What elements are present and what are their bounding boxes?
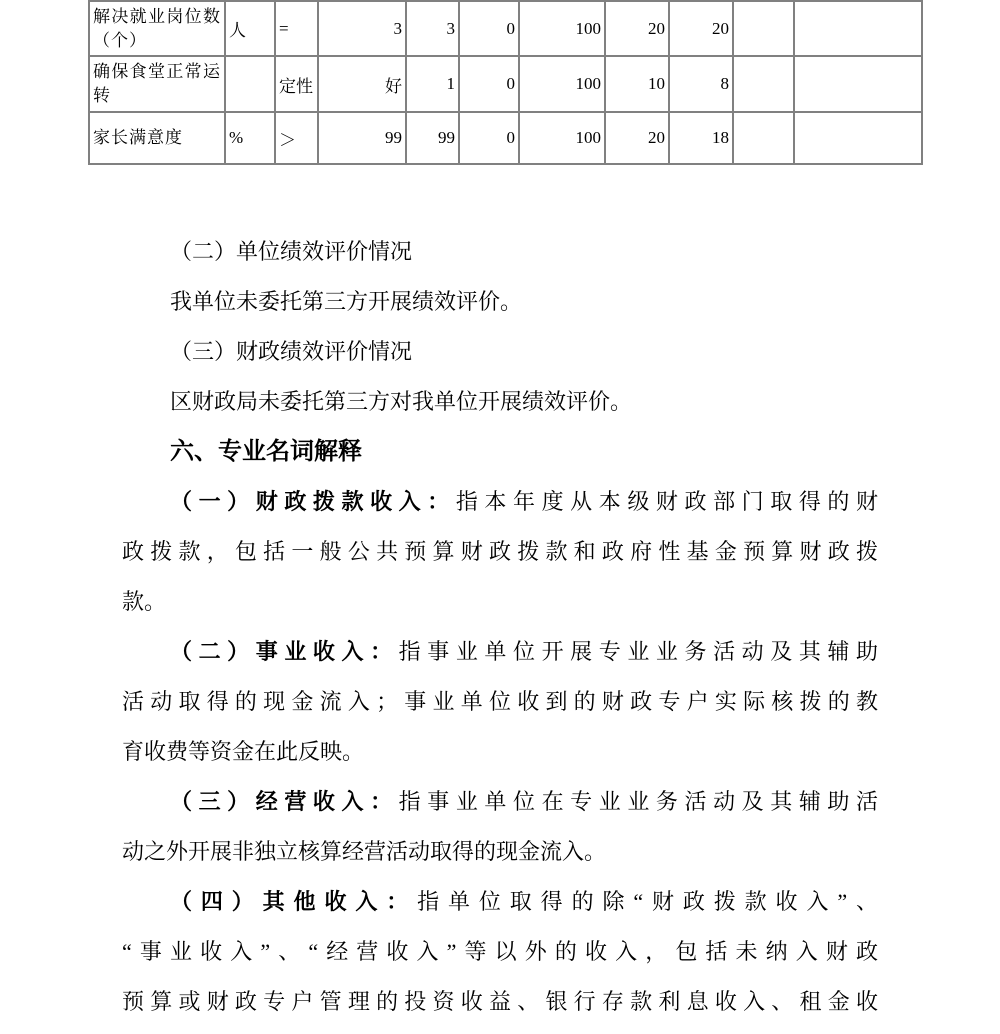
document-body bbox=[122, 227, 878, 1027]
table-cell: 0 bbox=[459, 112, 519, 164]
table-cell: 定性 bbox=[275, 56, 318, 112]
table-cell: ＞ bbox=[275, 112, 318, 164]
table-cell: 10 bbox=[605, 56, 669, 112]
table-row bbox=[89, 112, 922, 164]
table-cell: 20 bbox=[605, 112, 669, 164]
paragraph-line: 区财政局未委托第三方对我单位开展绩效评价。 bbox=[170, 389, 633, 414]
table-cell bbox=[733, 1, 794, 56]
paragraph-line: 动之外开展非独立核算经营活动取得的现金流入。 bbox=[122, 839, 607, 864]
table-cell: 100 bbox=[519, 56, 605, 112]
table-cell: 解决就业岗位数（个） bbox=[89, 1, 225, 56]
table-cell bbox=[225, 56, 275, 112]
table-cell: 20 bbox=[605, 1, 669, 56]
paragraph-line bbox=[122, 777, 878, 827]
table-cell bbox=[794, 112, 922, 164]
paragraph-line: 活动取得的现金流入；事业单位收到的财政专户实际核拨的教 bbox=[122, 689, 878, 714]
table-cell: 8 bbox=[669, 56, 733, 112]
table-cell: 0 bbox=[459, 56, 519, 112]
section-subheading: （三）财政绩效评价情况 bbox=[170, 339, 413, 364]
paragraph-line: 我单位未委托第三方开展绩效评价。 bbox=[170, 289, 523, 314]
performance-indicator-table bbox=[88, 0, 923, 165]
table-cell: 确保食堂正常运转 bbox=[89, 56, 225, 112]
table-cell: 20 bbox=[669, 1, 733, 56]
table-cell bbox=[733, 56, 794, 112]
paragraph-line bbox=[122, 627, 878, 677]
paragraph-line bbox=[122, 877, 878, 927]
term-definition: 指本年度从本级财政部门取得的财 bbox=[455, 489, 878, 514]
term-label: （三）经营收入： bbox=[170, 789, 399, 814]
table-cell: 好 bbox=[318, 56, 406, 112]
table-cell: 0 bbox=[459, 1, 519, 56]
paragraph-line bbox=[122, 477, 878, 527]
table-cell: 100 bbox=[519, 112, 605, 164]
section-title: 六、专业名词解释 bbox=[170, 438, 362, 465]
table-cell: 家长满意度 bbox=[89, 112, 225, 164]
table-cell: 人 bbox=[225, 1, 275, 56]
table-cell: 99 bbox=[406, 112, 459, 164]
section-subheading: （二）单位绩效评价情况 bbox=[170, 239, 413, 264]
table-cell: % bbox=[225, 112, 275, 164]
paragraph-line: “事业收入”、“经营收入”等以外的收入，包括未纳入财政 bbox=[122, 939, 878, 964]
table-row bbox=[89, 56, 922, 112]
table-cell: 3 bbox=[406, 1, 459, 56]
term-definition: 指事业单位在专业业务活动及其辅助活 bbox=[398, 789, 878, 814]
table-cell: 99 bbox=[318, 112, 406, 164]
paragraph-line: 预算或财政专户管理的投资收益、银行存款利息收入、租金收 bbox=[122, 989, 878, 1014]
term-label: （一）财政拨款收入： bbox=[170, 489, 456, 514]
paragraph-line: 款。 bbox=[122, 589, 167, 614]
term-label: （四）其他收入： bbox=[170, 889, 418, 914]
table-cell bbox=[794, 56, 922, 112]
term-definition: 指单位取得的除“财政拨款收入”、 bbox=[417, 889, 878, 914]
paragraph-line: 政拨款，包括一般公共预算财政拨款和政府性基金预算财政拨 bbox=[122, 539, 878, 564]
table-cell: = bbox=[275, 1, 318, 56]
table-cell: 3 bbox=[318, 1, 406, 56]
table-cell: 100 bbox=[519, 1, 605, 56]
table-cell bbox=[733, 112, 794, 164]
table-cell bbox=[794, 1, 922, 56]
paragraph-line: 育收费等资金在此反映。 bbox=[122, 739, 365, 764]
table-cell: 18 bbox=[669, 112, 733, 164]
term-definition: 指事业单位开展专业业务活动及其辅助 bbox=[398, 639, 878, 664]
table-row bbox=[89, 1, 922, 56]
table-cell: 1 bbox=[406, 56, 459, 112]
term-label: （二）事业收入： bbox=[170, 639, 399, 664]
